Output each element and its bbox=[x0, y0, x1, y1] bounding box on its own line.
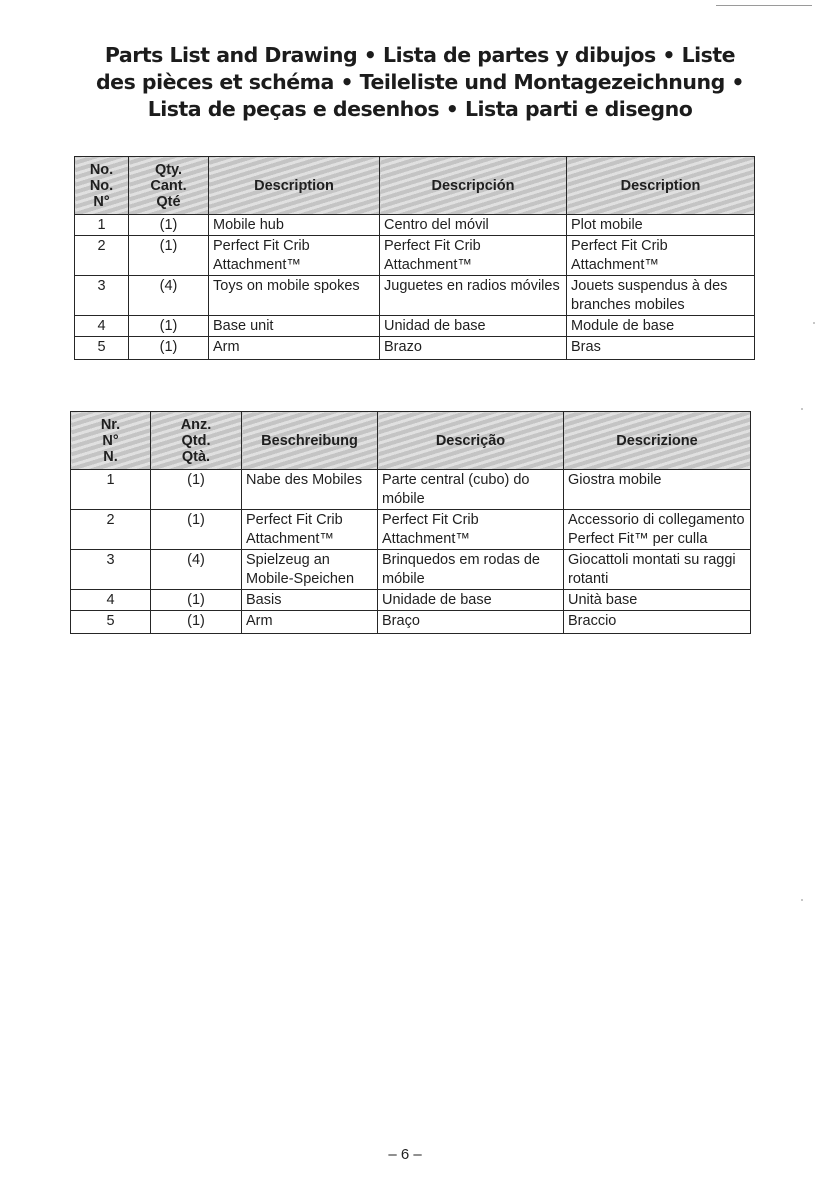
cell-description-en: Perfect Fit Crib Attachment™ bbox=[209, 236, 380, 276]
cell-description-fr: Module de base bbox=[567, 316, 755, 337]
header-description-de: Beschreibung bbox=[242, 412, 378, 470]
page-number: – 6 – bbox=[388, 1146, 422, 1163]
cell-number: 1 bbox=[75, 215, 129, 236]
cell-description-de: Basis bbox=[242, 590, 378, 611]
cell-description-pt: Unidade de base bbox=[378, 590, 564, 611]
parts-table-en-es-fr bbox=[74, 156, 755, 360]
cell-description-pt: Perfect Fit Crib Attachment™ bbox=[378, 510, 564, 550]
cell-description-en: Toys on mobile spokes bbox=[209, 276, 380, 316]
cell-quantity: (1) bbox=[151, 510, 242, 550]
page-title-line-3: Lista de peças e desenhos • Lista parti e disegno bbox=[147, 97, 693, 121]
cell-description-de: Spielzeug an Mobile-Speichen bbox=[242, 550, 378, 590]
cell-quantity: (1) bbox=[129, 337, 209, 360]
table-row bbox=[75, 236, 755, 276]
cell-number: 1 bbox=[71, 470, 151, 510]
cell-description-es: Unidad de base bbox=[380, 316, 567, 337]
table-row bbox=[75, 276, 755, 316]
cell-description-it: Accessorio di collegamento Perfect Fit™ per culla bbox=[564, 510, 751, 550]
cell-description-it: Unità base bbox=[564, 590, 751, 611]
cell-description-it: Giostra mobile bbox=[564, 470, 751, 510]
header-quantity-fr: Qté bbox=[156, 193, 181, 210]
parts-table-de-pt-it bbox=[70, 411, 751, 634]
cell-description-es: Juguetes en radios móviles bbox=[380, 276, 567, 316]
table-row bbox=[71, 550, 751, 590]
header-description-it: Descrizione bbox=[564, 412, 751, 470]
header-quantity-es: Cant. bbox=[150, 177, 187, 194]
cell-number: 4 bbox=[71, 590, 151, 611]
header-number-it: N. bbox=[103, 448, 118, 465]
table-row bbox=[71, 470, 751, 510]
cell-number: 3 bbox=[75, 276, 129, 316]
cell-description-es: Centro del móvil bbox=[380, 215, 567, 236]
cell-description-de: Nabe des Mobiles bbox=[242, 470, 378, 510]
header-description-pt: Descrição bbox=[378, 412, 564, 470]
header-quantity-pt: Qtd. bbox=[181, 432, 211, 449]
table-header-row bbox=[75, 157, 755, 215]
cell-quantity: (1) bbox=[151, 590, 242, 611]
cell-description-en: Base unit bbox=[209, 316, 380, 337]
header-quantity-en: Qty. bbox=[154, 161, 183, 178]
header-number-es: No. bbox=[89, 177, 114, 194]
table-row bbox=[71, 510, 751, 550]
cell-description-it: Braccio bbox=[564, 611, 751, 634]
header-quantity-de: Anz. bbox=[180, 416, 212, 433]
cell-quantity: (1) bbox=[151, 470, 242, 510]
cell-quantity: (1) bbox=[129, 236, 209, 276]
cell-quantity: (1) bbox=[129, 316, 209, 337]
cell-quantity: (4) bbox=[151, 550, 242, 590]
scan-speck bbox=[801, 899, 803, 901]
cell-description-es: Perfect Fit Crib Attachment™ bbox=[380, 236, 567, 276]
cell-number: 2 bbox=[75, 236, 129, 276]
cell-description-fr: Perfect Fit Crib Attachment™ bbox=[567, 236, 755, 276]
header-number-en: No. bbox=[89, 161, 114, 178]
cell-description-fr: Bras bbox=[567, 337, 755, 360]
cell-number: 3 bbox=[71, 550, 151, 590]
cell-description-de: Arm bbox=[242, 611, 378, 634]
header-description-en: Description bbox=[209, 157, 380, 215]
top-rule bbox=[716, 5, 812, 6]
table-row bbox=[75, 215, 755, 236]
cell-number: 2 bbox=[71, 510, 151, 550]
header-number bbox=[71, 412, 151, 470]
header-number-de: Nr. bbox=[100, 416, 121, 433]
cell-description-pt: Brinquedos em rodas de móbile bbox=[378, 550, 564, 590]
scan-speck bbox=[813, 322, 815, 324]
header-quantity bbox=[151, 412, 242, 470]
table-row bbox=[75, 337, 755, 360]
header-quantity-it: Qtà. bbox=[181, 448, 211, 465]
cell-quantity: (1) bbox=[129, 215, 209, 236]
cell-quantity: (1) bbox=[151, 611, 242, 634]
header-number bbox=[75, 157, 129, 215]
cell-number: 5 bbox=[75, 337, 129, 360]
header-description-fr: Description bbox=[567, 157, 755, 215]
cell-description-it: Giocattoli montati su raggi rotanti bbox=[564, 550, 751, 590]
cell-number: 5 bbox=[71, 611, 151, 634]
table-row bbox=[71, 590, 751, 611]
cell-quantity: (4) bbox=[129, 276, 209, 316]
cell-description-de: Perfect Fit Crib Attachment™ bbox=[242, 510, 378, 550]
cell-description-pt: Parte central (cubo) do móbile bbox=[378, 470, 564, 510]
header-quantity bbox=[129, 157, 209, 215]
cell-description-es: Brazo bbox=[380, 337, 567, 360]
page-title-line-2: des pièces et schéma • Teileliste und Montagezeichnung • bbox=[96, 70, 744, 94]
header-number-fr: N° bbox=[93, 193, 110, 210]
header-description-es: Descripción bbox=[380, 157, 567, 215]
table-header-row bbox=[71, 412, 751, 470]
cell-description-en: Mobile hub bbox=[209, 215, 380, 236]
page-title-line-1: Parts List and Drawing • Lista de partes y dibujos • Liste bbox=[104, 43, 736, 67]
table-row bbox=[71, 611, 751, 634]
cell-number: 4 bbox=[75, 316, 129, 337]
table-row bbox=[75, 316, 755, 337]
cell-description-fr: Plot mobile bbox=[567, 215, 755, 236]
header-number-pt: N° bbox=[102, 432, 119, 449]
page-title bbox=[60, 42, 780, 123]
scan-speck bbox=[801, 408, 803, 410]
cell-description-fr: Jouets suspendus à des branches mobiles bbox=[567, 276, 755, 316]
cell-description-pt: Braço bbox=[378, 611, 564, 634]
cell-description-en: Arm bbox=[209, 337, 380, 360]
